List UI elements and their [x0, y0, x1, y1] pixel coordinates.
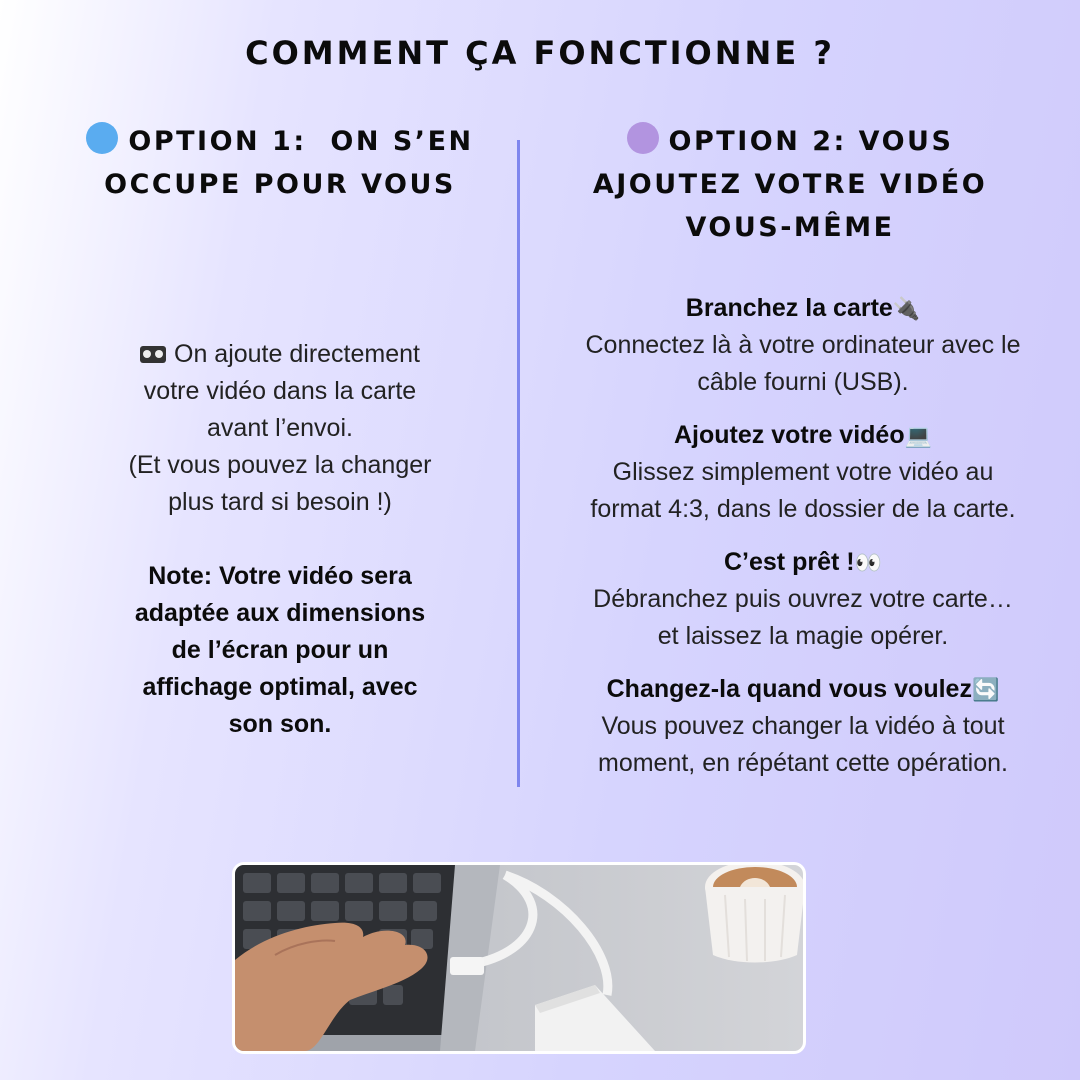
- step-line: Débranchez puis ouvrez votre carte…: [593, 585, 1013, 613]
- step-line: format 4:3, dans le dossier de la carte.: [590, 495, 1016, 523]
- plug-icon: 🔌: [892, 296, 921, 321]
- step-line: moment, en répétant cette opération.: [598, 749, 1008, 777]
- option1-body-line: plus tard si besoin !): [168, 488, 392, 516]
- step-title: Ajoutez votre vidéo: [674, 421, 905, 449]
- blue-dot-icon: [86, 122, 118, 154]
- note-line: de l’écran pour un: [171, 636, 389, 664]
- laptop-card-photo: [232, 862, 806, 1054]
- laptop-icon: 💻: [904, 423, 932, 448]
- step-add-video: [528, 417, 1078, 528]
- option1-heading-line1: OPTION 1: ON S’EN: [128, 126, 474, 157]
- option2-heading-line1: OPTION 2: VOUS: [668, 126, 954, 157]
- option1-body-line: (Et vous pouvez la changer: [128, 451, 432, 479]
- videocassette-icon: [140, 346, 166, 363]
- note-line: son son.: [228, 710, 332, 738]
- step-line: et laissez la magie opérer.: [657, 622, 949, 650]
- step-line: Glissez simplement votre vidéo au: [612, 458, 994, 486]
- note-line: affichage optimal, avec: [142, 673, 418, 701]
- step-ready: [528, 544, 1078, 655]
- option1-body-line: votre vidéo dans la carte: [143, 377, 417, 405]
- option1-body-line: avant l’envoi.: [207, 414, 353, 442]
- step-plug-in: [528, 290, 1078, 401]
- option1-note: [80, 558, 480, 743]
- step-title: Branchez la carte: [685, 294, 893, 322]
- option1-body-line: On ajoute directement: [174, 340, 420, 368]
- option2-heading: [560, 120, 1020, 249]
- step-change: [528, 671, 1078, 782]
- repeat-icon: 🔄: [971, 677, 1000, 702]
- option1-description: [80, 336, 480, 521]
- option2-heading-line2: AJOUTEZ VOTRE VIDÉO: [592, 169, 988, 200]
- step-line: Vous pouvez changer la vidéo à tout: [601, 712, 1005, 740]
- step-title: C’est prêt !: [724, 548, 855, 576]
- step-title: Changez-la quand vous voulez: [606, 675, 972, 703]
- column-divider: [517, 140, 520, 787]
- laptop-card-illustration: [235, 865, 803, 1051]
- purple-dot-icon: [627, 122, 659, 154]
- eyes-icon: 👀: [854, 550, 882, 575]
- option1-heading-line2: OCCUPE POUR VOUS: [104, 169, 456, 200]
- note-line: adaptée aux dimensions: [134, 599, 426, 627]
- step-line: câble fourni (USB).: [697, 368, 909, 396]
- page-title: COMMENT ÇA FONCTIONNE ?: [245, 34, 835, 72]
- step-line: Connectez là à votre ordinateur avec le: [585, 331, 1021, 359]
- option2-heading-line3: VOUS-MÊME: [685, 212, 895, 243]
- note-line: Note: Votre vidéo sera: [148, 562, 412, 590]
- option1-heading: [60, 120, 500, 206]
